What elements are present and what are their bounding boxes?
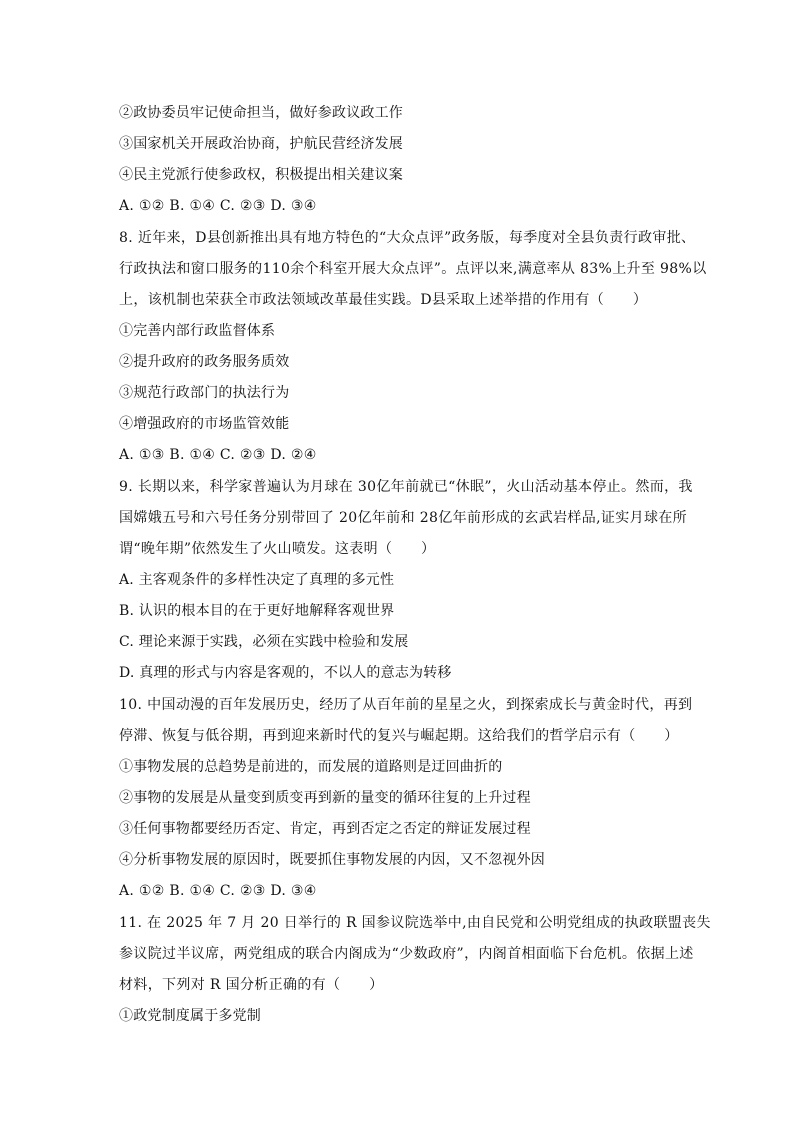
q9-choice-d: D. 真理的形式与内容是客观的，不以人的意志为转移 [119, 665, 452, 681]
q10-item-4: ④分析事物发展的原因时，既要抓住事物发展的内因，又不忽视外因 [119, 852, 545, 868]
q9-stem-line-1: 9. 长期以来，科学家普遍认为月球在 30亿年前就已“休眠”，火山活动基本停止。然而，我 [119, 479, 693, 495]
q7-item-2: ②政协委员牢记使命担当，做好参政议政工作 [119, 105, 403, 121]
q11-stem-line-3: 材料，下列对 R 国分析正确的有（ ） [119, 977, 384, 993]
q8-item-3: ③规范行政部门的执法行为 [119, 385, 290, 401]
q8-item-1: ①完善内部行政监督体系 [119, 323, 276, 339]
q7-item-3: ③国家机关开展政治协商，护航民营经济发展 [119, 136, 403, 152]
q10-item-2: ②事物的发展是从量变到质变再到新的量变的循环往复的上升过程 [119, 790, 531, 806]
q11-stem-line-1: 11. 在 2025 年 7 月 20 日举行的 R 国参议院选举中,由自民党和公明党组成的执政联盟丧失 [119, 915, 711, 931]
q7-item-4: ④民主党派行使参政权，积极提出相关建议案 [119, 167, 403, 183]
q8-item-2: ②提升政府的政务服务质效 [119, 354, 290, 370]
q7-options: A. ①② B. ①④ C. ②③ D. ③④ [119, 198, 317, 214]
q9-choice-a: A. 主客观条件的多样性决定了真理的多元性 [119, 572, 395, 588]
q10-stem-line-2: 停滞、恢复与低谷期，再到迎来新时代的复兴与崛起期。这给我们的哲学启示有（ ） [119, 728, 679, 744]
q10-options: A. ①② B. ①④ C. ②③ D. ③④ [119, 883, 317, 899]
q11-stem-line-2: 参议院过半议席，两党组成的联合内阁成为“少数政府”，内阁首相面临下台危机。依据上述 [119, 946, 694, 962]
q8-stem-line-1: 8. 近年来，D县创新推出具有地方特色的“大众点评”政务版，每季度对全县负责行政审批、 [119, 230, 696, 246]
q8-options: A. ①③ B. ①④ C. ②③ D. ②④ [119, 447, 317, 463]
q9-stem-line-3: 谓“晚年期”依然发生了火山喷发。这表明（ ） [119, 541, 436, 557]
q9-choice-c: C. 理论来源于实践，必须在实践中检验和发展 [119, 634, 409, 650]
q8-stem-line-2: 行政执法和窗口服务的110余个科室开展大众点评”。点评以来,满意率从 83%上升至 98%以 [119, 261, 707, 277]
q11-item-1: ①政党制度属于多党制 [119, 1008, 261, 1024]
q9-choice-b: B. 认识的根本目的在于更好地解释客观世界 [119, 603, 395, 619]
q10-stem-line-1: 10. 中国动漫的百年发展历史，经历了从百年前的星星之火，到探索成长与黄金时代，再到 [119, 697, 693, 713]
q8-item-4: ④增强政府的市场监管效能 [119, 416, 290, 432]
q10-item-3: ③任何事物都要经历否定、肯定，再到否定之否定的辩证发展过程 [119, 821, 531, 837]
q10-item-1: ①事物发展的总趋势是前进的，而发展的道路则是迂回曲折的 [119, 759, 503, 775]
q9-stem-line-2: 国嫦娥五号和六号任务分别带回了 20亿年前和 28亿年前形成的玄武岩样品,证实月球在所 [119, 510, 688, 526]
q8-stem-line-3: 上，该机制也荣获全市政法领域改革最佳实践。D县采取上述举措的作用有（ ） [119, 292, 648, 308]
